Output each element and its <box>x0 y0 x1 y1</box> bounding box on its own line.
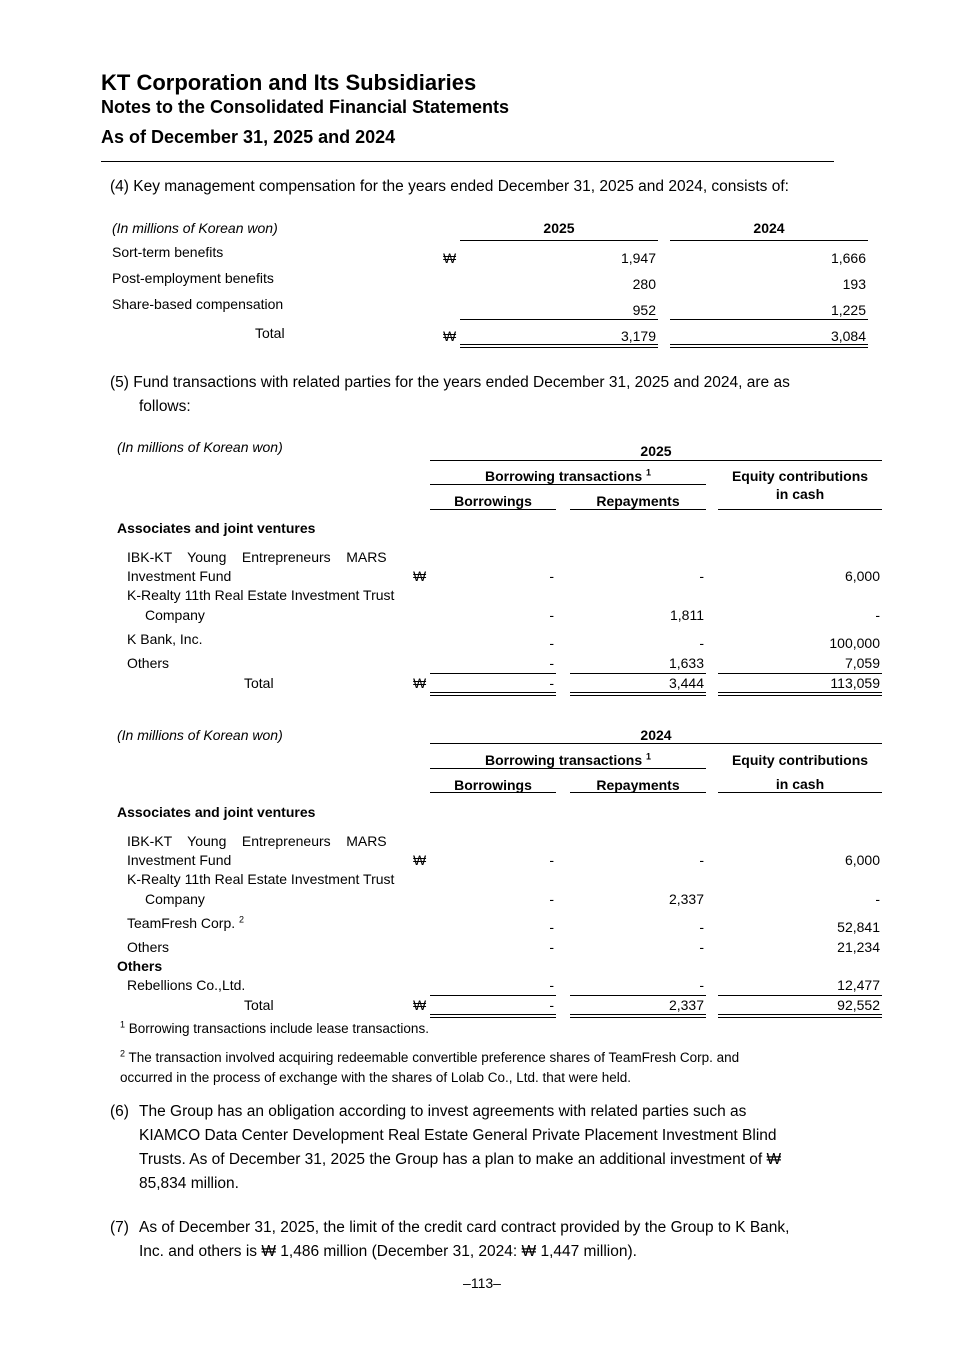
equity-header: Equity contributions <box>731 752 869 768</box>
won-symbol: ₩ <box>413 852 427 868</box>
section-heading: Others <box>117 958 163 974</box>
row-label: K-Realty 11th Real Estate Investment Trust <box>127 587 395 603</box>
repayments-value: 2,337 <box>668 891 704 907</box>
row-label: Others <box>127 939 170 955</box>
equity-value: - <box>875 891 880 907</box>
value-2024: 1,225 <box>830 302 866 318</box>
page-number: –113– <box>463 1275 501 1291</box>
subtotal-rule <box>718 673 882 674</box>
total-double-rule <box>570 692 706 696</box>
section-heading: Associates and joint ventures <box>117 520 316 536</box>
equity-header-cont: in cash <box>775 486 825 502</box>
borrowings-value: - <box>549 891 554 907</box>
note5-title: (5) Fund transactions with related parties for the years ended December 31, 2025 and 2024, are as <box>110 374 790 391</box>
subtotal-rule <box>570 673 706 674</box>
total-double-rule <box>670 344 868 348</box>
col-rule <box>430 509 556 510</box>
note6-text: 85,834 million. <box>139 1175 239 1192</box>
subtotal-rule <box>430 995 556 996</box>
row-label-cont: Company <box>145 891 205 907</box>
repayments-value: 1,811 <box>670 607 704 623</box>
note4-col-2024: 2024 <box>753 220 785 236</box>
col-rule <box>570 792 706 793</box>
note7-text: As of December 31, 2025, the limit of the credit card contract provided by the Group to K Bank, <box>139 1219 790 1236</box>
note4-col-2025: 2025 <box>543 220 575 236</box>
total-double-rule <box>430 1014 556 1018</box>
row-label-cont: Investment Fund <box>127 852 232 868</box>
year-rule <box>430 460 882 461</box>
col-rule <box>718 792 882 793</box>
equity-header: Equity contributions <box>731 468 869 484</box>
company-title: KT Corporation and Its Subsidiaries <box>101 70 477 95</box>
won-symbol: ₩ <box>443 328 457 344</box>
table2024-unit: (In millions of Korean won) <box>117 727 283 743</box>
row-label-cont: Investment Fund <box>127 568 232 584</box>
borrowing-rule <box>430 768 706 769</box>
total-repayments: 3,444 <box>668 675 704 691</box>
equity-value: - <box>875 607 880 623</box>
col-rule <box>670 240 868 241</box>
equity-value: 12,477 <box>837 977 880 993</box>
row-label: IBK-KT Young Entrepreneurs MARS <box>127 549 387 565</box>
col-repayments: Repayments <box>596 493 680 509</box>
note5-title-cont: follows: <box>139 398 191 415</box>
total-borrowings: - <box>549 675 554 691</box>
value-2025: 952 <box>632 302 656 318</box>
value-2024: 193 <box>842 276 866 292</box>
col-rule <box>430 792 556 793</box>
period-heading: As of December 31, 2025 and 2024 <box>101 127 396 147</box>
borrowings-value: - <box>549 977 554 993</box>
section-heading: Associates and joint ventures <box>117 804 316 820</box>
equity-header-cont: in cash <box>775 776 825 792</box>
won-symbol: ₩ <box>413 568 427 584</box>
total-double-rule <box>718 1014 882 1018</box>
borrowing-rule <box>430 484 706 485</box>
value-2024: 1,666 <box>830 250 866 266</box>
row-label: IBK-KT Young Entrepreneurs MARS <box>127 833 387 849</box>
value-2025: 1,947 <box>620 250 656 266</box>
value-2025: 280 <box>632 276 656 292</box>
total-2024: 3,084 <box>830 328 866 344</box>
note6-text: KIAMCO Data Center Development Real Estate General Private Placement Investment Blind <box>139 1127 777 1144</box>
borrowings-value: - <box>549 919 554 935</box>
note7-number: (7) <box>110 1219 129 1236</box>
total-label: Total <box>244 675 274 691</box>
won-symbol: ₩ <box>413 675 427 691</box>
borrowings-value: - <box>549 939 554 955</box>
col-borrowings: Borrowings <box>454 493 532 509</box>
borrowings-value: - <box>549 655 554 671</box>
note4-unit: (In millions of Korean won) <box>112 220 278 236</box>
note4-title: (4) Key management compensation for the years ended December 31, 2025 and 2024, consists of: <box>110 178 789 195</box>
note6-number: (6) <box>110 1103 129 1120</box>
subtotal-rule <box>670 319 868 320</box>
equity-value: 52,841 <box>837 919 880 935</box>
note6-text: The Group has an obligation according to invest agreements with related parties such as <box>139 1103 747 1120</box>
row-label: Post-employment benefits <box>112 270 274 286</box>
row-label: Share-based compensation <box>112 296 284 312</box>
borrowings-value: - <box>549 852 554 868</box>
total-double-rule <box>570 1014 706 1018</box>
footnote-2: $^2$ The transaction involved acquiring redeemable convertible preference shares of TeamFresh Corp. and <box>120 1048 740 1065</box>
row-label: Rebellions Co.,Ltd. <box>127 977 246 993</box>
row-label: K Bank, Inc. <box>127 631 203 647</box>
equity-value: 6,000 <box>844 568 880 584</box>
table2025-year: 2025 <box>640 443 672 459</box>
borrowing-header: Borrowing transactions $^1$ <box>484 467 652 484</box>
subtotal-rule <box>460 319 658 320</box>
borrowings-value: - <box>549 635 554 651</box>
row-label: Sort-term benefits <box>112 244 224 260</box>
footnote-2-cont: occurred in the process of exchange with the shares of Lolab Co., Ltd. that were held. <box>120 1070 632 1085</box>
repayments-value: - <box>699 852 704 868</box>
subtotal-rule <box>430 673 556 674</box>
total-repayments: 2,337 <box>668 997 704 1013</box>
row-label-cont: Company <box>145 607 205 623</box>
repayments-value: - <box>699 919 704 935</box>
equity-value: 7,059 <box>844 655 880 671</box>
repayments-value: 1,633 <box>668 655 704 671</box>
equity-value: 6,000 <box>844 852 880 868</box>
total-double-rule <box>718 692 882 696</box>
col-rule <box>718 509 882 510</box>
document-subtitle: Notes to the Consolidated Financial Statements <box>101 97 510 117</box>
total-borrowings: - <box>549 997 554 1013</box>
equity-value: 100,000 <box>829 635 880 651</box>
equity-value: 21,234 <box>837 939 880 955</box>
won-symbol: ₩ <box>413 997 427 1013</box>
col-rule <box>570 509 706 510</box>
total-2025: 3,179 <box>620 328 656 344</box>
total-double-rule <box>430 692 556 696</box>
col-repayments: Repayments <box>596 777 680 793</box>
header-divider <box>101 161 834 162</box>
footnote-1: $^1$ Borrowing transactions include lease transactions. <box>120 1019 429 1036</box>
row-label: Others <box>127 655 170 671</box>
year-rule <box>430 743 882 744</box>
won-symbol: ₩ <box>443 250 457 266</box>
row-label: TeamFresh Corp. $^2$ <box>127 914 245 931</box>
total-label: Total <box>244 997 274 1013</box>
subtotal-rule <box>570 995 706 996</box>
note6-text: Trusts. As of December 31, 2025 the Group has a plan to make an additional investment of ₩ <box>139 1151 782 1168</box>
repayments-value: - <box>699 939 704 955</box>
subtotal-rule <box>718 995 882 996</box>
borrowings-value: - <box>549 607 554 623</box>
row-label: K-Realty 11th Real Estate Investment Trust <box>127 871 395 887</box>
total-double-rule <box>460 344 658 348</box>
note7-text: Inc. and others is ₩ 1,486 million (December 31, 2024: ₩ 1,447 million). <box>139 1243 637 1260</box>
table2025-unit: (In millions of Korean won) <box>117 439 283 455</box>
repayments-value: - <box>699 568 704 584</box>
total-equity: 113,059 <box>830 675 880 691</box>
repayments-value: - <box>699 635 704 651</box>
table2024-year: 2024 <box>640 727 672 743</box>
total-label: Total <box>255 325 285 341</box>
col-borrowings: Borrowings <box>454 777 532 793</box>
borrowings-value: - <box>549 568 554 584</box>
borrowing-header: Borrowing transactions $^1$ <box>484 751 652 768</box>
col-rule <box>460 240 658 241</box>
total-equity: 92,552 <box>837 997 880 1013</box>
repayments-value: - <box>699 977 704 993</box>
